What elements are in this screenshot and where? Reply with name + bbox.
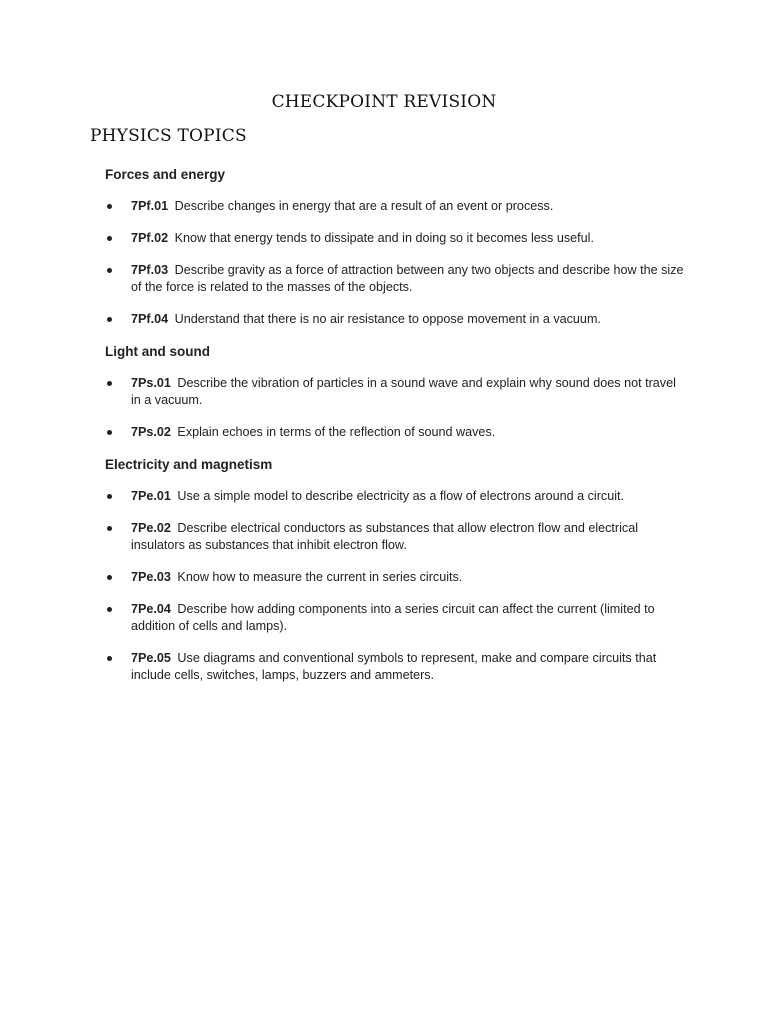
topic-list bbox=[105, 375, 685, 441]
bullet-icon bbox=[107, 607, 112, 612]
bullet-icon bbox=[107, 236, 112, 241]
list-item bbox=[105, 198, 685, 215]
page-subtitle: PHYSICS TOPICS bbox=[90, 126, 247, 146]
section-electricity-and-magnetism bbox=[105, 456, 685, 684]
bullet-icon bbox=[107, 317, 112, 322]
topic-code: 7Pf.01 bbox=[131, 199, 169, 213]
topic-code: 7Pf.03 bbox=[131, 263, 169, 277]
bullet-icon bbox=[107, 268, 112, 273]
topic-text: Use diagrams and conventional symbols to represent, make and compare circuits that include cells, switches, lamps, buzzers and ammeters. bbox=[131, 651, 657, 682]
topic-text: Understand that there is no air resistance to oppose movement in a vacuum. bbox=[174, 312, 601, 326]
section-heading: Electricity and magnetism bbox=[105, 457, 273, 472]
list-item bbox=[105, 601, 685, 635]
page-title: CHECKPOINT REVISION bbox=[271, 92, 497, 112]
bullet-icon bbox=[107, 575, 112, 580]
topic-text: Describe the vibration of particles in a sound wave and explain why sound does not travel in a vacuum. bbox=[131, 376, 676, 407]
topics-content bbox=[105, 166, 685, 699]
topic-code: 7Pe.01 bbox=[131, 489, 171, 503]
topic-text: Describe gravity as a force of attraction between any two objects and describe how the size of the force is related to the masses of the objects. bbox=[131, 263, 684, 294]
list-item bbox=[105, 424, 685, 441]
bullet-icon bbox=[107, 656, 112, 661]
section-heading: Forces and energy bbox=[105, 167, 226, 182]
list-item bbox=[105, 650, 685, 684]
list-item bbox=[105, 230, 685, 247]
topic-list bbox=[105, 198, 685, 328]
list-item bbox=[105, 375, 685, 409]
section-forces-and-energy bbox=[105, 166, 685, 328]
bullet-icon bbox=[107, 381, 112, 386]
topic-code: 7Pe.05 bbox=[131, 651, 171, 665]
topic-code: 7Ps.01 bbox=[131, 376, 171, 390]
topic-text: Describe how adding components into a series circuit can affect the current (limited to addition of cells and lamps). bbox=[131, 602, 655, 633]
bullet-icon bbox=[107, 526, 112, 531]
bullet-icon bbox=[107, 204, 112, 209]
topic-code: 7Pe.04 bbox=[131, 602, 171, 616]
section-light-and-sound bbox=[105, 343, 685, 441]
list-item bbox=[105, 488, 685, 505]
topic-code: 7Pf.04 bbox=[131, 312, 169, 326]
topic-text: Use a simple model to describe electricity as a flow of electrons around a circuit. bbox=[177, 489, 624, 503]
bullet-icon bbox=[107, 494, 112, 499]
list-item bbox=[105, 520, 685, 554]
topic-text: Explain echoes in terms of the reflection of sound waves. bbox=[177, 425, 496, 439]
topic-code: 7Pe.02 bbox=[131, 521, 171, 535]
bullet-icon bbox=[107, 430, 112, 435]
section-heading: Light and sound bbox=[105, 344, 210, 359]
topic-code: 7Ps.02 bbox=[131, 425, 171, 439]
topic-text: Know how to measure the current in series circuits. bbox=[177, 570, 463, 584]
list-item bbox=[105, 569, 685, 586]
list-item bbox=[105, 262, 685, 296]
list-item bbox=[105, 311, 685, 328]
topic-text: Describe electrical conductors as substances that allow electron flow and electrical insulators as substances that inhibit electron flow. bbox=[131, 521, 639, 552]
topic-list bbox=[105, 488, 685, 684]
topic-code: 7Pf.02 bbox=[131, 231, 169, 245]
topic-text: Describe changes in energy that are a result of an event or process. bbox=[174, 199, 554, 213]
topic-text: Know that energy tends to dissipate and in doing so it becomes less useful. bbox=[174, 231, 594, 245]
topic-code: 7Pe.03 bbox=[131, 570, 171, 584]
